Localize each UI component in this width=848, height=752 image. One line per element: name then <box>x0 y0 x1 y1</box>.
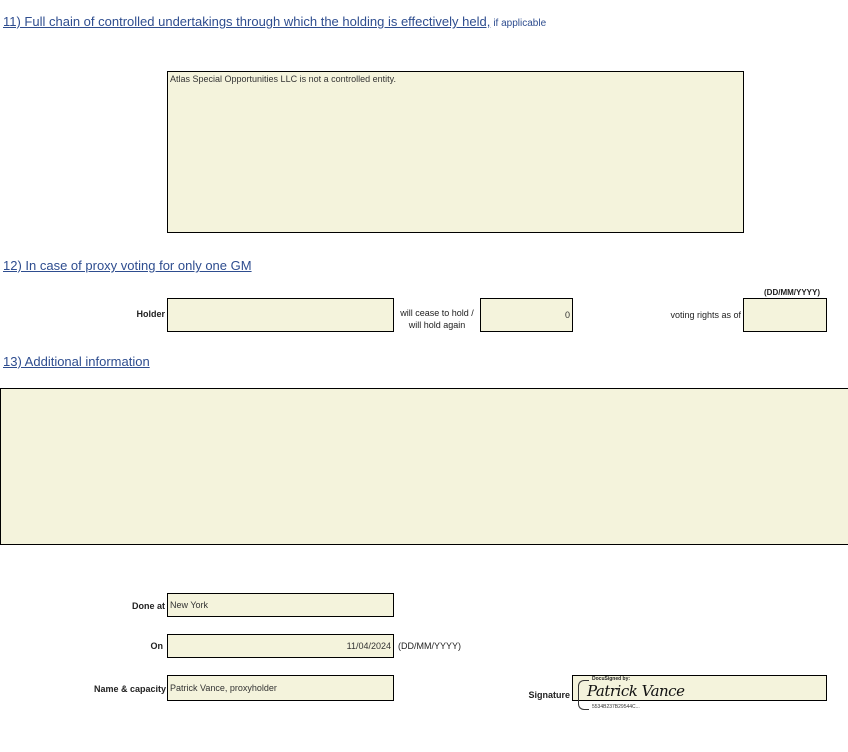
docusign-id: 5534B237B29544C... <box>592 704 640 710</box>
date-value: 11/04/2024 <box>346 641 391 651</box>
section-13-title-text: 13) Additional information <box>3 354 150 369</box>
cease-hold-label-line2: will hold again <box>408 320 466 330</box>
section-12-title-text: 12) In case of proxy voting for only one GM <box>3 258 252 273</box>
voting-rights-amount-field[interactable] <box>480 298 573 332</box>
section-12-title <box>3 258 252 273</box>
done-at-label: Done at <box>131 601 165 611</box>
proxy-date-format-label: (DD/MM/YYYY) <box>764 288 820 297</box>
voting-rights-amount-value: 0 <box>564 310 570 320</box>
controlled-undertakings-field[interactable] <box>167 71 744 233</box>
date-format-label: (DD/MM/YYYY) <box>398 641 461 651</box>
section-13-title <box>3 354 150 369</box>
holder-label: Holder <box>136 309 165 319</box>
proxy-date-field[interactable] <box>743 298 827 332</box>
handwritten-signature: Patrick Vance <box>587 682 685 700</box>
section-11-title <box>3 14 546 29</box>
voting-rights-as-of-label: voting rights as of <box>670 310 741 320</box>
docusign-signature <box>578 676 685 711</box>
date-field[interactable] <box>167 634 394 658</box>
done-at-value: New York <box>170 600 209 610</box>
signature-label: Signature <box>528 690 570 700</box>
name-capacity-value: Patrick Vance, proxyholder <box>170 683 277 693</box>
controlled-undertakings-text: Atlas Special Opportunities LLC is not a controlled entity. <box>170 74 396 84</box>
done-at-field[interactable] <box>167 593 394 617</box>
docusign-header: DocuSigned by: <box>592 676 631 682</box>
name-capacity-label: Name & capacity <box>93 684 166 694</box>
section-11-title-text: 11) Full chain of controlled undertakings through which the holding is effectively held, <box>3 14 491 29</box>
cease-hold-label-line1: will cease to hold / <box>400 308 474 318</box>
holder-field[interactable] <box>167 298 394 332</box>
section-11-note: if applicable <box>493 18 547 29</box>
name-capacity-field[interactable] <box>167 675 394 701</box>
cease-hold-label <box>396 307 478 331</box>
additional-information-field[interactable] <box>0 388 848 545</box>
on-label: On <box>150 641 163 651</box>
